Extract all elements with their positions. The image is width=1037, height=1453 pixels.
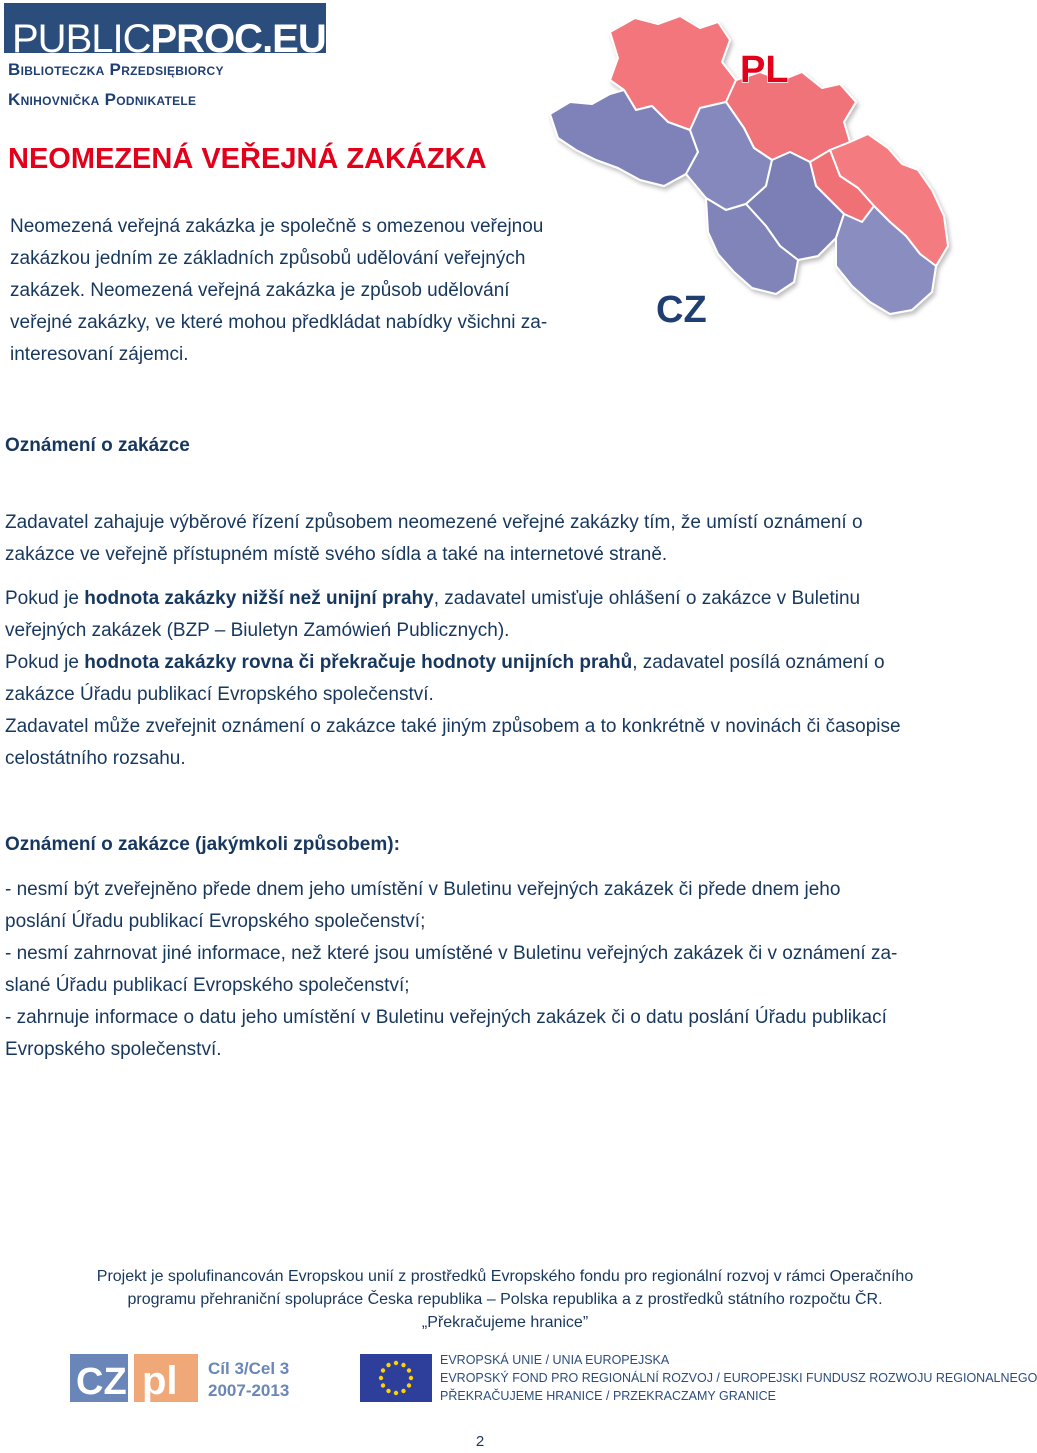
eu-star-icon — [407, 1383, 411, 1387]
eu-star-icon — [401, 1363, 405, 1367]
eu-star-icon — [386, 1389, 390, 1393]
logo-text: PUBLICPROC.EU — [12, 17, 326, 61]
eu-star-icon — [407, 1368, 411, 1372]
eu-star-icon — [379, 1376, 383, 1380]
section-title-notice-any-way: Oznámení o zakázce (jakýmkoli způsobem): — [5, 834, 400, 855]
section1-paragraph-4: Zadavatel může zveřejnit oznámení o zakázce také jiným způsobem a to konkrétně v novinách či časopise — [5, 716, 901, 737]
eu-star-icon — [381, 1368, 385, 1372]
footer-funding-note: Projekt je spolufinancován Evropskou unií z prostředků Evropského fondu pro regionální rozvoj v rámci Operačního programu přehraniční spolupráce Česka republika – Polska republika a z prostředků státního rozpočtu ČR. „Překračujeme hranice” — [96, 1268, 914, 1331]
threshold-below-emphasis: hodnota zakázky nižší než unijní prahy — [84, 588, 434, 609]
list-item: - nesmí zahrnovat jiné informace, než které jsou umístěné v Buletinu veřejných zakázek či v oznámení za- — [5, 943, 898, 964]
eu-star-icon — [394, 1361, 398, 1365]
publicproc-logo — [4, 3, 326, 61]
library-title-pl: Biblioteczka Przedsiębiorcy — [8, 60, 224, 79]
intro-paragraph: Neomezená veřejná zakázka je společně s omezenou veřejnou zakázkou jedním ze základních způsobů udělování veřejných zakázek. Neomezená veřejná zakázka je způsob udělování veřejné zakázky, ve které mohou předkládat nabídky všichni za- interesovaní zájemci. — [10, 216, 548, 365]
map-label-cz: CZ — [656, 289, 707, 331]
list-item: - zahrnuje informace o datu jeho umístění v Buletinu veřejných zakázek či o datu poslání Úřadu publikací — [5, 1007, 887, 1028]
eu-star-icon — [381, 1383, 385, 1387]
list-item: - nesmí být zveřejněno přede dnem jeho umístění v Buletinu veřejných zakázek či přede dnem jeho — [5, 879, 841, 900]
page-number: 2 — [475, 1433, 485, 1450]
threshold-above-emphasis: hodnota zakázky rovna či překračuje hodnoty unijních prahů — [84, 652, 633, 673]
eu-star-icon — [394, 1391, 398, 1395]
section1-paragraph-1: Zadavatel zahajuje výběrové řízení způsobem neomezené veřejné zakázky tím, že umístí oznámení o zakázce ve veřejně přístupném místě svého sídla a také na internetové straně. — [5, 512, 863, 565]
page-title: NEOMEZENÁ VEŘEJNÁ ZAKÁZKA — [8, 143, 487, 175]
section2-list: - nesmí být zveřejněno přede dnem jeho umístění v Buletinu veřejných zakázek či přede dnem jeho poslání Úřadu publikací Evropského společenství; - nesmí zahrnovat jiné informace, než které jsou umístěné v Buletinu veřejných zakázek či v oznámení za- slané Úřadu publikací Evropského společenství; - zahrnuje informace o datu jeho umístění v Buletinu veřejných zakázek či o datu poslání Úřadu publikací Evropského společenství. — [5, 874, 955, 1066]
eu-fund-text: EVROPSKÁ UNIE / UNIA EUROPEJSKA EVROPSKÝ FOND PRO REGIONÁLNÍ ROZVOJ / EUROPEJSKI FUNDUSZ ROZWOJU REGIONALNEGO PŘEKRAČUJEME HRANICE / PRZEKRACZAMY GRANICE — [440, 1352, 1037, 1404]
cz-pl-programme-logo — [70, 1352, 298, 1404]
library-title-cz: Knihovnička Podnikatele — [8, 90, 197, 109]
logo-cz-text: CZ — [76, 1361, 127, 1403]
logo-pl-text: pl — [142, 1359, 178, 1403]
map-label-pl: PL — [740, 49, 789, 91]
eu-star-icon — [409, 1376, 413, 1380]
cz-pl-border-map — [540, 10, 958, 340]
eu-flag-icon — [360, 1354, 432, 1402]
eu-star-icon — [386, 1363, 390, 1367]
section1-paragraph-3: Pokud je hodnota zakázky rovna či překračuje hodnoty unijních prahů, zadavatel posílá oznámení o — [5, 652, 885, 673]
section1-paragraphs: Pokud je hodnota zakázky nižší než unijní prahy, zadavatel umisťuje ohlášení o zakázce v Buletinu veřejných zakázek (BZP – Biuletyn Zamówień Publicznych). Pokud je hodnota zakázky rovna či překračuje hodnoty unijních prahů, zadavatel posílá oznámení o zakázce Úřadu publikací Evropského společenství. Zadavatel může zveřejnit oznámení o zakázce také jiným způsobem a to konkrétně v novinách či časopise celostátního rozsahu. — [5, 583, 955, 775]
section-title-notice: Oznámení o zakázce — [5, 435, 190, 456]
eu-star-icon — [401, 1389, 405, 1393]
logo-cil-line1: Cíl 3/Cel 3 — [208, 1359, 290, 1378]
logo-cil-line2: 2007-2013 — [208, 1381, 290, 1400]
section1-paragraph-2: Pokud je hodnota zakázky nižší než unijní prahy, zadavatel umisťuje ohlášení o zakázce v Buletinu — [5, 588, 861, 609]
